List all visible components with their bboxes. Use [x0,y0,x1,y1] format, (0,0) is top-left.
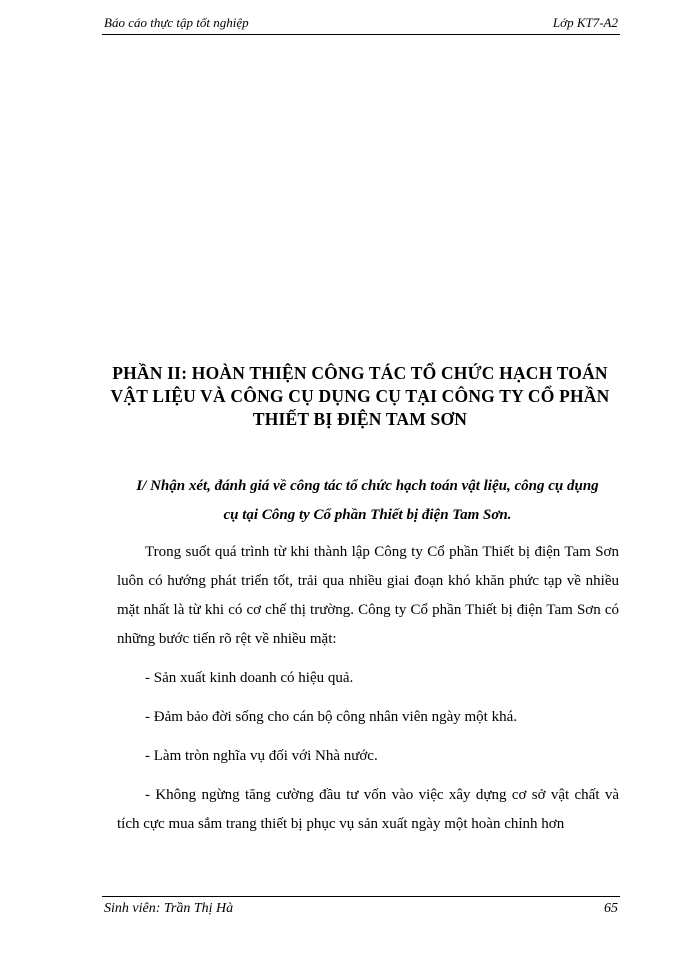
section-heading-line-1: I/ Nhận xét, đánh giá về công tác tổ chức hạch toán vật liệu, công cụ dụng [136,478,599,494]
page-header [102,12,620,35]
chapter-title-line-3: THIẾT BỊ ĐIỆN TAM SƠN [252,409,468,429]
header-class-name: Lớp KT7-A2 [552,15,618,30]
intro-paragraph: Trong suốt quá trình từ khi thành lập Công ty Cổ phần Thiết bị điện Tam Sơn luôn có hướng phát triển tốt, trải qua nhiều giai đoạn khó khăn phức tạp về nhiều mặt nhất là từ khi có cơ chế thị trường. Công ty Cổ phần Thiết bị điện Tam Sơn có những bước tiến rõ rệt về nhiều mặt: [117,544,619,647]
section-heading-line-2: cụ tại Công ty Cổ phần Thiết bị điện Tam Sơn. [223,507,512,523]
chapter-title [80,362,640,431]
list-item: - Đảm bảo đời sống cho cán bộ công nhân viên ngày một khá. [145,709,518,725]
chapter-title-line-1: PHẦN II: HOÀN THIỆN CÔNG TÁC TỔ CHỨC HẠCH TOÁN [112,363,608,383]
header-report-title: Báo cáo thực tập tốt nghiệp [104,15,249,30]
section-heading [105,472,630,530]
page-number: 65 [604,901,618,916]
body-text [117,538,619,839]
list-item: - Làm tròn nghĩa vụ đối với Nhà nước. [145,748,378,764]
list-item: - Sản xuất kinh doanh có hiệu quả. [145,670,354,686]
chapter-title-line-2: VẬT LIỆU VÀ CÔNG CỤ DỤNG CỤ TẠI CÔNG TY CỔ PHẦN [110,386,610,406]
page-footer [102,896,620,919]
last-paragraph: - Không ngừng tăng cường đầu tư vốn vào việc xây dựng cơ sở vật chất và tích cực mua sắm trang thiết bị phục vụ sản xuất ngày một hoàn chỉnh hơn [117,787,619,832]
footer-student-name: Sinh viên: Trần Thị Hà [104,901,234,916]
